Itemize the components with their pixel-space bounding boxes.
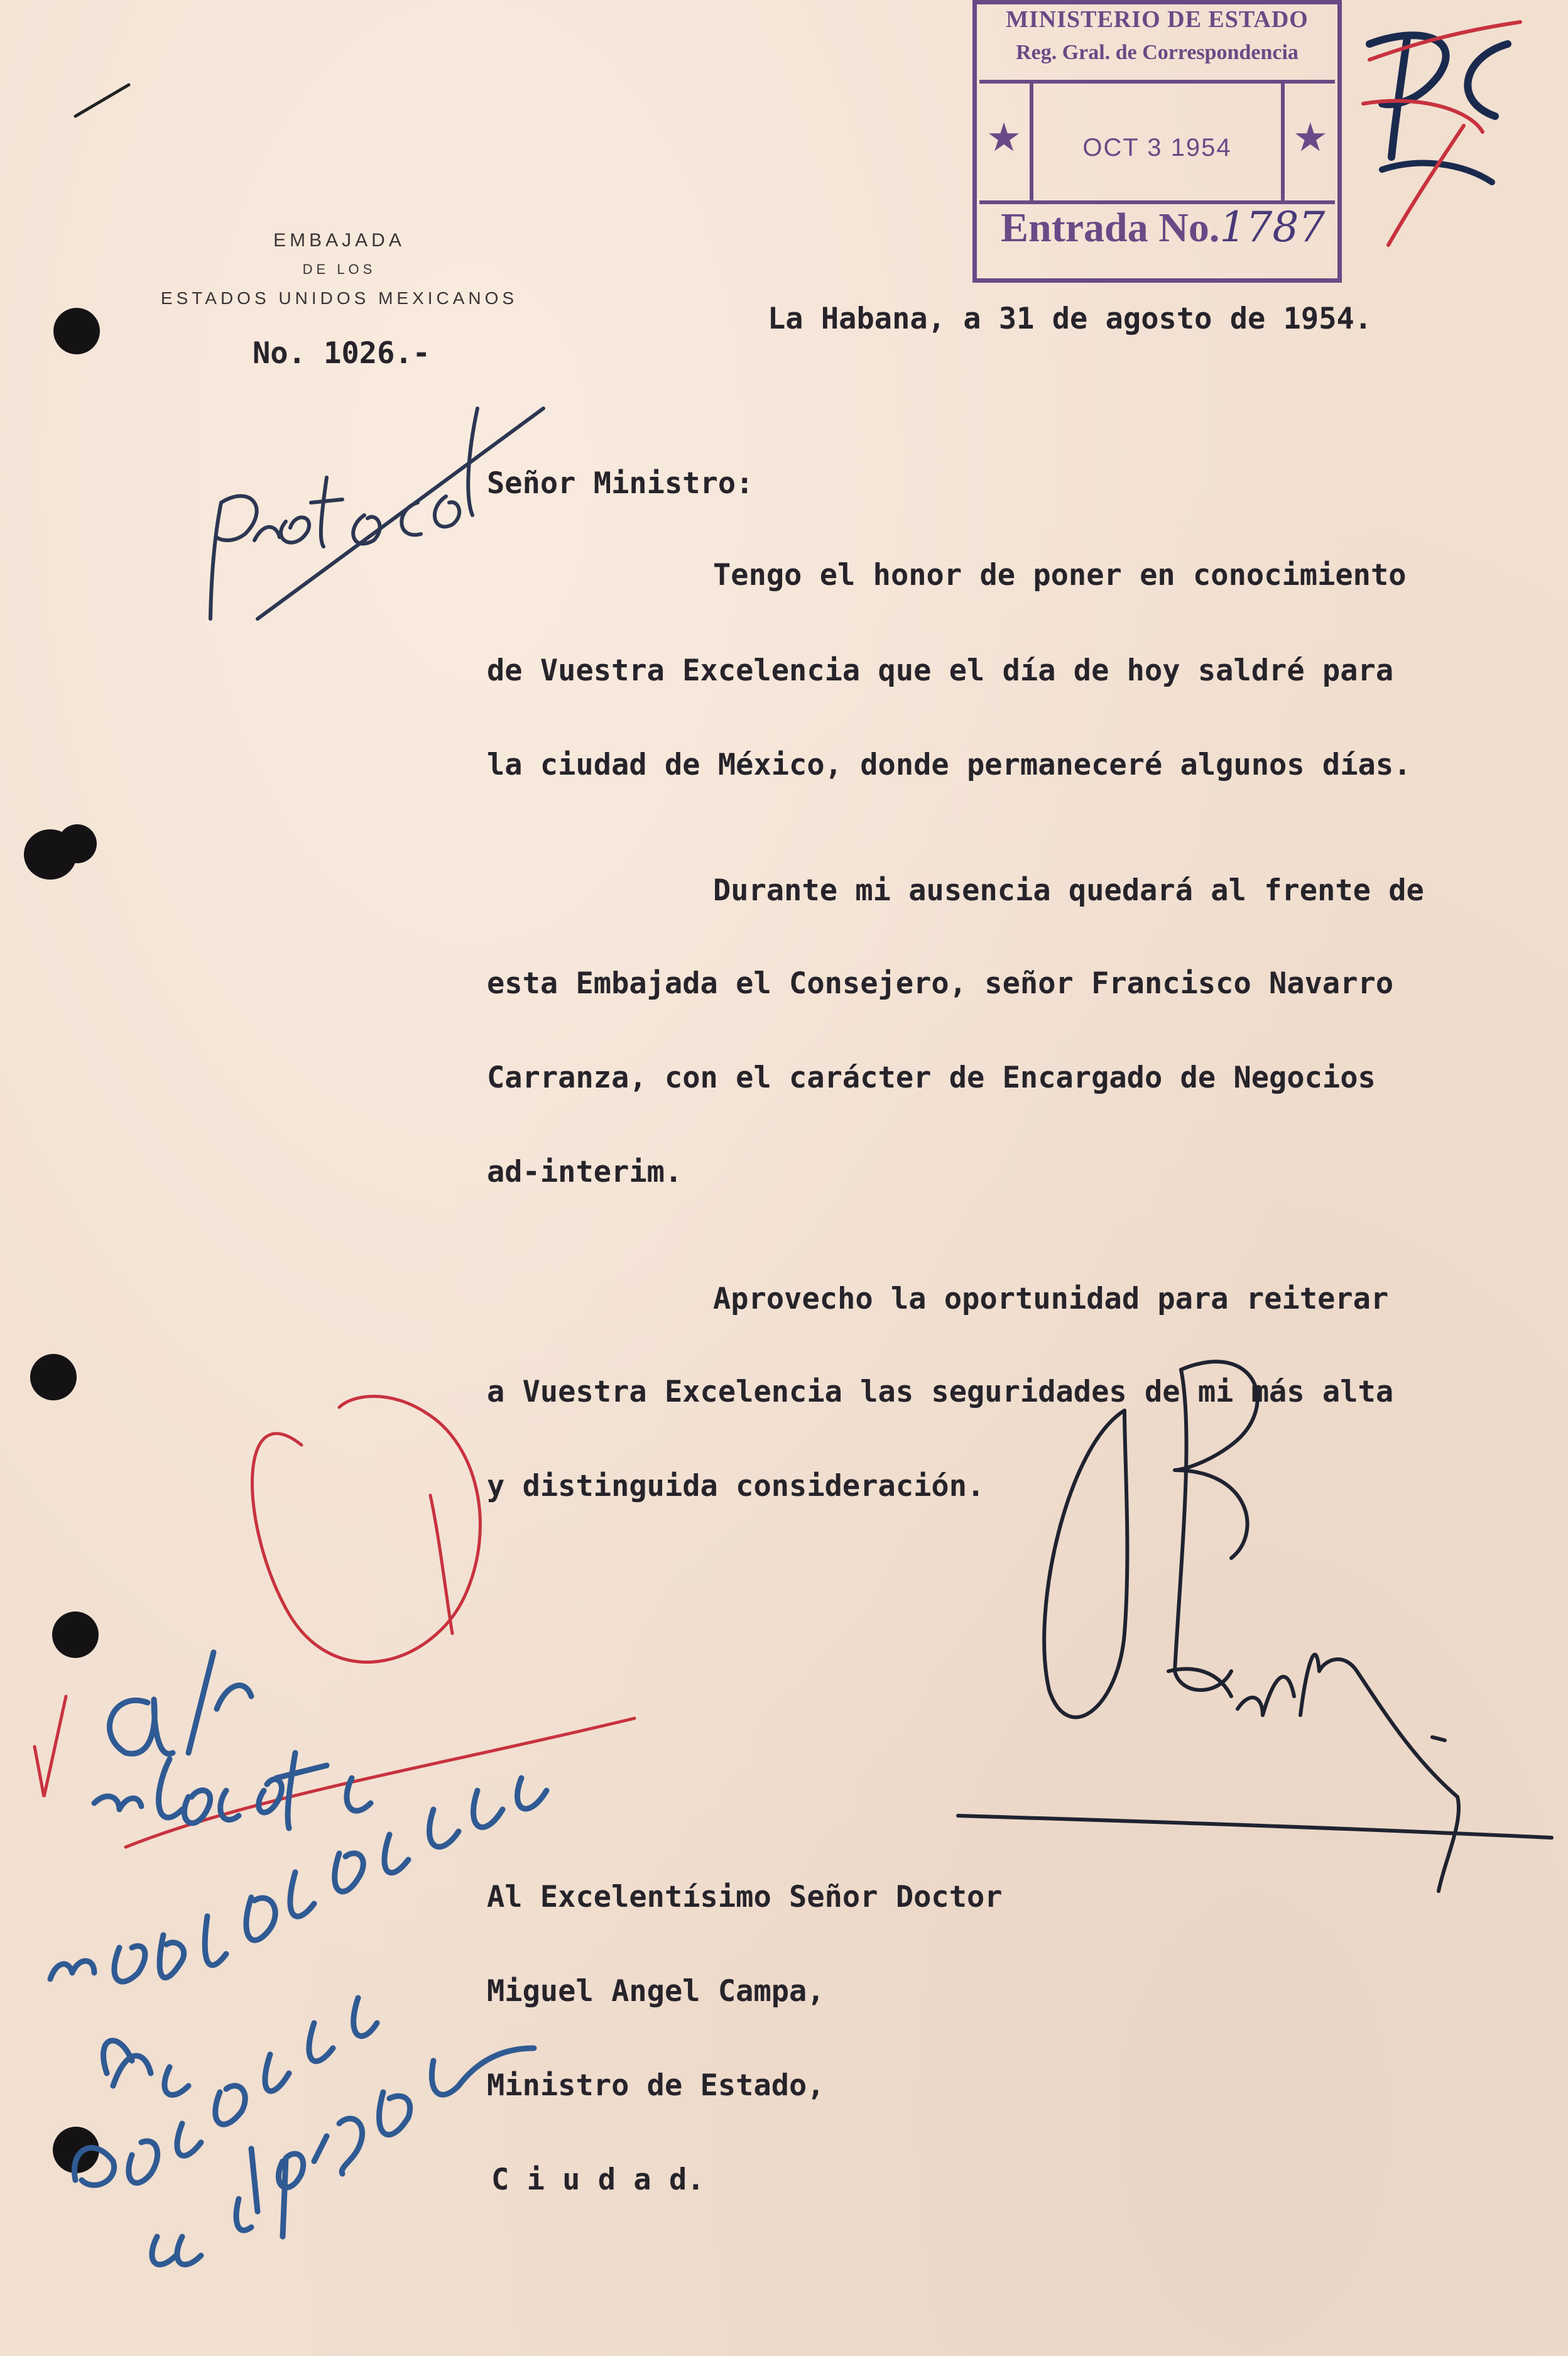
rc-initials bbox=[1363, 22, 1520, 245]
protocolo-handwriting bbox=[210, 408, 543, 619]
stamp-date: OCT 3 1954 bbox=[1082, 134, 1232, 161]
letter-line: ad-interim. bbox=[487, 1155, 683, 1189]
address-line: Al Excelentísimo Señor Doctor bbox=[487, 1880, 1003, 1914]
letter-number: No. 1026.- bbox=[253, 336, 430, 371]
pencil-mark bbox=[75, 85, 129, 116]
stamp-entry-label: Entrada No. bbox=[1001, 205, 1220, 251]
letterhead-line-3: ESTADOS UNIDOS MEXICANOS bbox=[160, 288, 518, 308]
letter-line: Durante mi ausencia quedará al frente de bbox=[713, 873, 1424, 908]
letterhead-line-1: EMBAJADA bbox=[273, 230, 405, 251]
letter-place-date: La Habana, a 31 de agosto de 1954. bbox=[768, 302, 1373, 336]
letterhead-line-2: DE LOS bbox=[302, 261, 376, 277]
star-icon: ★ bbox=[1294, 119, 1326, 158]
stamp-title: MINISTERIO DE ESTADO bbox=[1006, 6, 1309, 33]
address-line: Ministro de Estado, bbox=[487, 2068, 825, 2103]
letter-line: a Vuestra Excelencia las seguridades de mi más alta bbox=[487, 1375, 1394, 1409]
letter-line: Aprovecho la oportunidad para reiterar bbox=[713, 1282, 1389, 1316]
signature bbox=[958, 1361, 1552, 1891]
letter-line: Tengo el honor de poner en conocimiento bbox=[713, 558, 1407, 592]
blue-handwriting bbox=[50, 1652, 547, 2264]
letter-line: esta Embajada el Consejero, señor Francisco Navarro bbox=[487, 966, 1394, 1001]
address-line: C i u d a d. bbox=[491, 2162, 705, 2197]
stamp-subtitle: Reg. Gral. de Correspondencia bbox=[1016, 41, 1298, 64]
address-line: Miguel Angel Campa, bbox=[487, 1974, 825, 2009]
letter-line: Carranza, con el carácter de Encargado de Negocios bbox=[487, 1061, 1376, 1095]
red-ink-marks bbox=[35, 1397, 634, 1848]
letter-line: y distinguida consideración. bbox=[487, 1469, 985, 1503]
star-icon: ★ bbox=[988, 119, 1020, 158]
letter-line: de Vuestra Excelencia que el día de hoy saldré para bbox=[487, 653, 1394, 688]
stamp-entry-number: 1787 bbox=[1219, 203, 1326, 251]
letter-line: la ciudad de México, donde permaneceré algunos días. bbox=[487, 748, 1412, 782]
letter-salutation: Señor Ministro: bbox=[487, 466, 754, 501]
